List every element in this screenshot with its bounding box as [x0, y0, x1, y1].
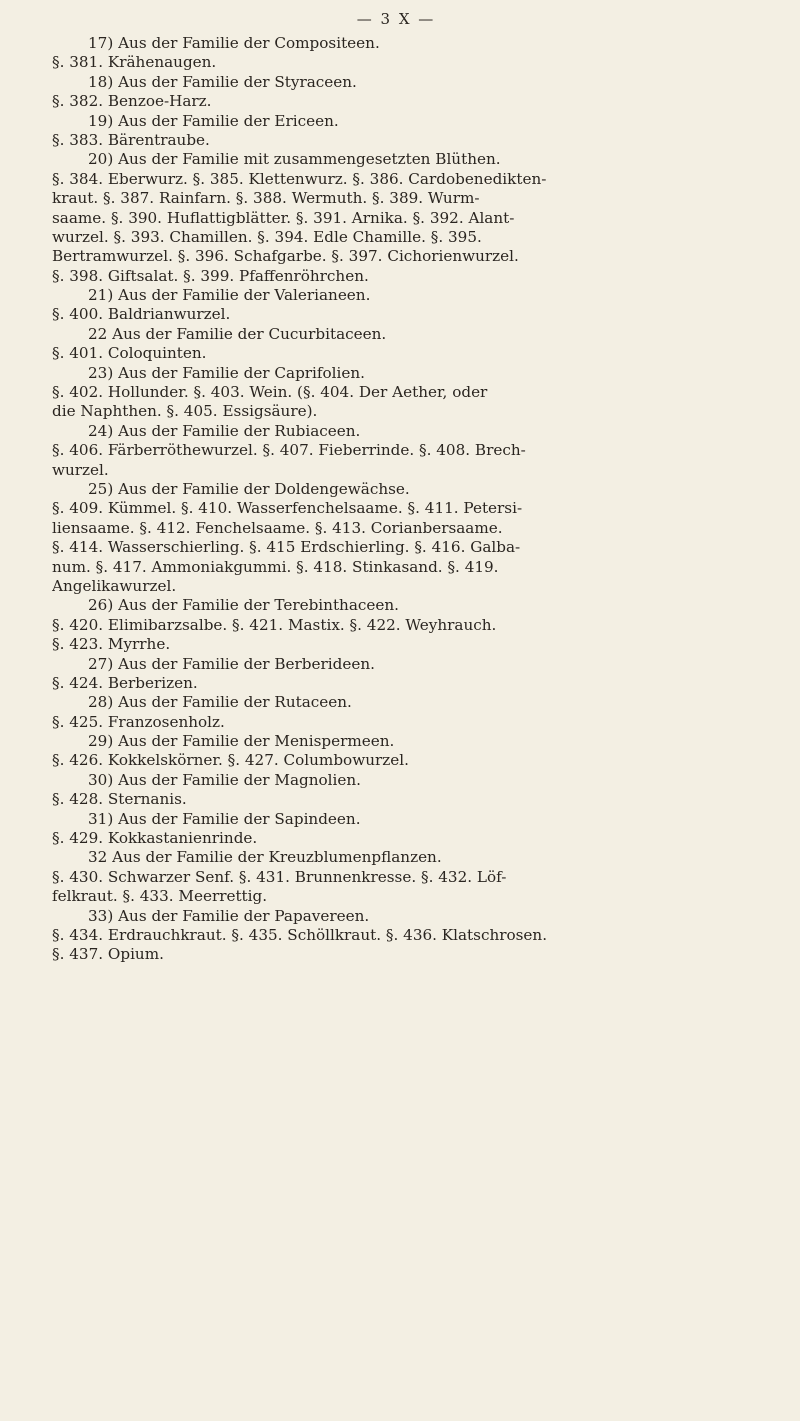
- page-header: — 3 X —: [356, 10, 436, 28]
- paragraph-entry: §. 400. Baldrianwurzel.: [52, 305, 231, 324]
- family-heading: 18) Aus der Familie der Styraceen.: [88, 72, 357, 91]
- entry-continuation: felkraut. §. 433. Meerrettig.: [52, 887, 268, 906]
- paragraph-entry: §. 398. Giftsalat. §. 399. Pfaffenröhrchen.: [52, 266, 369, 285]
- paragraph-entry: §. 401. Coloquinten.: [52, 344, 207, 363]
- family-heading: 20) Aus der Familie mit zusammengesetzten Blüthen.: [88, 150, 501, 169]
- paragraph-entry: §. 430. Schwarzer Senf. §. 431. Brunnenkresse. §. 432. Löf-: [52, 867, 507, 886]
- paragraph-entry: §. 381. Krähenaugen.: [52, 53, 217, 72]
- paragraph-entry: §. 406. Färberröthewurzel. §. 407. Fieberrinde. §. 408. Brech-: [52, 441, 526, 460]
- family-heading: 28) Aus der Familie der Rutaceen.: [88, 693, 352, 712]
- entry-continuation: Bertramwurzel. §. 396. Schafgarbe. §. 397. Cichorienwurzel.: [52, 247, 519, 266]
- family-heading: 21) Aus der Familie der Valerianeen.: [88, 286, 371, 305]
- family-heading: 27) Aus der Familie der Berberideen.: [88, 654, 375, 673]
- index-text: [52, 34, 740, 965]
- family-heading: 29) Aus der Familie der Menispermeen.: [88, 732, 395, 751]
- paragraph-entry: §. 420. Elimibarzsalbe. §. 421. Mastix. §. 422. Weyhrauch.: [52, 615, 497, 634]
- family-heading: 17) Aus der Familie der Compositeen.: [88, 34, 380, 52]
- paragraph-entry: §. 383. Bärentraube.: [52, 130, 210, 149]
- paragraph-entry: §. 424. Berberizen.: [52, 673, 198, 692]
- family-heading: 31) Aus der Familie der Sapindeen.: [88, 809, 361, 828]
- paragraph-entry: §. 429. Kokkastanienrinde.: [52, 829, 258, 848]
- family-heading: 26) Aus der Familie der Terebinthaceen.: [88, 596, 399, 615]
- paragraph-entry: §. 382. Benzoe-Harz.: [52, 92, 212, 111]
- paragraph-entry: §. 423. Myrrhe.: [52, 635, 171, 654]
- entry-continuation: num. §. 417. Ammoniakgummi. §. 418. Stinkasand. §. 419.: [52, 557, 499, 576]
- family-heading: 22 Aus der Familie der Cucurbitaceen.: [88, 324, 387, 343]
- paragraph-entry: §. 414. Wasserschierling. §. 415 Erdschierling. §. 416. Galba-: [52, 538, 521, 557]
- paragraph-entry: §. 434. Erdrauchkraut. §. 435. Schöllkraut. §. 436. Klatschrosen.: [52, 925, 548, 944]
- family-heading: 33) Aus der Familie der Papavereen.: [88, 906, 370, 925]
- family-heading: 23) Aus der Familie der Caprifolien.: [88, 363, 365, 382]
- family-heading: 32 Aus der Familie der Kreuzblumenpflanzen.: [88, 848, 442, 867]
- entry-continuation: wurzel.: [52, 460, 109, 479]
- family-heading: 30) Aus der Familie der Magnolien.: [88, 770, 361, 789]
- entry-continuation: die Naphthen. §. 405. Essigsäure).: [52, 402, 318, 421]
- entry-continuation: saame. §. 390. Huflattigblätter. §. 391. Arnika. §. 392. Alant-: [52, 208, 515, 227]
- paragraph-entry: §. 402. Hollunder. §. 403. Wein. (§. 404. Der Aether, oder: [52, 383, 488, 402]
- paragraph-entry: §. 384. Eberwurz. §. 385. Klettenwurz. §. 386. Cardobenedikten-: [52, 169, 547, 188]
- family-heading: 25) Aus der Familie der Doldengewächse.: [88, 479, 410, 498]
- entry-continuation: kraut. §. 387. Rainfarn. §. 388. Wermuth. §. 389. Wurm-: [52, 189, 480, 208]
- entry-continuation: Angelikawurzel.: [52, 576, 177, 595]
- paragraph-entry: §. 437. Opium.: [52, 945, 164, 964]
- paragraph-entry: §. 409. Kümmel. §. 410. Wasserfenchelsaame. §. 411. Petersi-: [52, 499, 523, 518]
- paragraph-entry: §. 426. Kokkelskörner. §. 427. Columbowurzel.: [52, 751, 409, 770]
- entry-continuation: wurzel. §. 393. Chamillen. §. 394. Edle Chamille. §. 395.: [52, 227, 482, 246]
- family-heading: 24) Aus der Familie der Rubiaceen.: [88, 421, 361, 440]
- paragraph-entry: §. 428. Sternanis.: [52, 790, 187, 809]
- family-heading: 19) Aus der Familie der Ericeen.: [88, 111, 339, 130]
- entry-continuation: liensaame. §. 412. Fenchelsaame. §. 413. Corianbersaame.: [52, 518, 503, 537]
- paragraph-entry: §. 425. Franzosenholz.: [52, 712, 225, 731]
